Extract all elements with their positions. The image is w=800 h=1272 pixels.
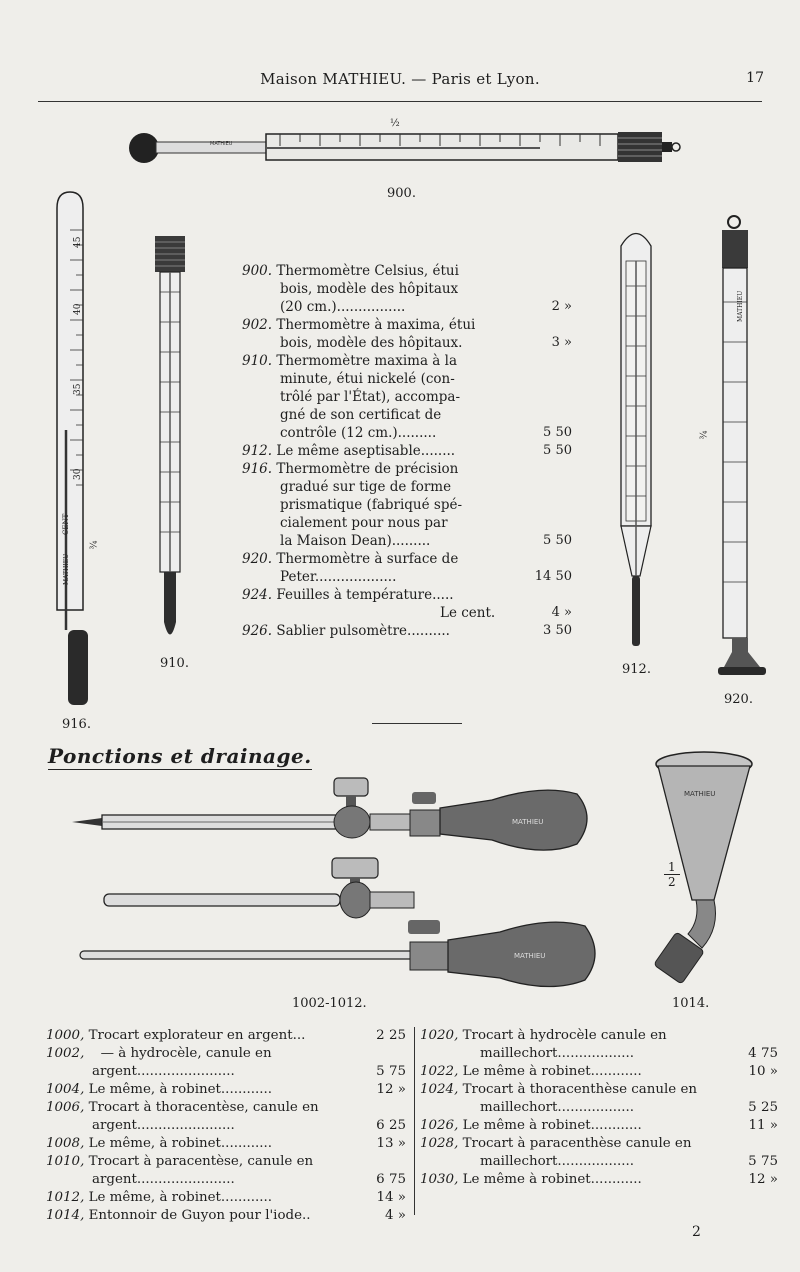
caption-916: 916. — [62, 717, 91, 732]
list-item: 1002, — à hydrocèle, canule en — [46, 1046, 272, 1061]
list-item: maillechort.................. 5 25 — [480, 1100, 778, 1115]
list-item: 1012, Le même, à robinet............ 14 » — [46, 1190, 406, 1205]
caption-900: 900. — [387, 186, 416, 201]
thermometer-catalog — [242, 262, 572, 642]
list-item: 1026, Le même à robinet............ 11 » — [420, 1118, 778, 1133]
list-item: 1008, Le même, à robinet............ 13 » — [46, 1136, 406, 1151]
caption-910: 910. — [160, 656, 189, 671]
thermo-916-label-40: 40 — [73, 303, 83, 315]
item-916-price: 5 50 — [543, 533, 572, 548]
header-rule — [38, 101, 762, 102]
section-title: Ponctions et drainage. — [48, 744, 312, 768]
fraction-3-4-b: ¾ — [699, 430, 710, 440]
trocar-brand-1: MATHIEU — [512, 818, 544, 826]
fraction-1-2 — [664, 860, 680, 889]
item-926-price: 3 50 — [543, 623, 572, 638]
item-920-num: 920. — [242, 551, 273, 567]
funnel-brand: MATHIEU — [684, 790, 716, 798]
item-924-price: 4 » — [551, 605, 572, 620]
item-910-line1: Thermomètre maxima à la — [276, 353, 458, 369]
item-916-line1: Thermomètre de précision — [276, 461, 459, 477]
left-price-list — [46, 1027, 406, 1225]
section-divider — [372, 723, 462, 724]
thermometer-910-illustration — [150, 232, 190, 652]
list-item: argent....................... 5 75 — [92, 1064, 406, 1079]
item-910-line3: trôlé par l'État), accompa- — [280, 389, 461, 405]
item-900-price: 2 » — [551, 299, 572, 314]
thermo-916-brand: MATHIEU — [63, 553, 70, 585]
item-924-num: 924. — [242, 587, 273, 603]
item-920-line1: Thermomètre à surface de — [276, 551, 459, 567]
item-924-line2: Le cent. — [440, 605, 496, 621]
item-902-num: 902. — [242, 317, 273, 333]
item-900-line2: bois, modèle des hôpitaux — [280, 281, 459, 297]
list-item: 1014, Entonnoir de Guyon pour l'iode.. 4 » — [46, 1208, 406, 1223]
caption-1014: 1014. — [672, 996, 710, 1011]
signature-mark: 2 — [692, 1224, 701, 1240]
list-item: 1022, Le même à robinet............ 10 » — [420, 1064, 778, 1079]
item-910-line4: gné de son certificat de — [280, 407, 442, 423]
item-912-line1: Le même aseptisable........ — [276, 443, 456, 459]
item-900-line3: (20 cm.)................ — [280, 299, 406, 315]
list-item: 1000, Trocart explorateur en argent... 2 25 — [46, 1028, 406, 1043]
list-item: 1010, Trocart à paracentèse, canule en — [46, 1154, 314, 1169]
thermo-916-cent: CENT — [62, 513, 70, 535]
list-item: 1030, Le même à robinet............ 12 » — [420, 1172, 778, 1187]
item-912-price: 5 50 — [543, 443, 572, 458]
thermometer-916-illustration — [52, 190, 102, 710]
item-902-line2: bois, modèle des hôpitaux. — [280, 335, 463, 351]
list-item: 1028, Trocart à paracenthèse canule en — [420, 1136, 692, 1151]
column-separator — [414, 1027, 415, 1215]
item-910-line2: minute, étui nickelé (con- — [280, 371, 455, 387]
thermometer-912-illustration — [616, 226, 656, 651]
page-header — [0, 70, 800, 94]
trocar-stylet-illustration — [80, 916, 595, 996]
caption-912: 912. — [622, 662, 651, 677]
item-912-num: 912. — [242, 443, 273, 459]
caption-1002-1012: 1002-1012. — [292, 996, 367, 1011]
list-item: 1006, Trocart à thoracentèse, canule en — [46, 1100, 319, 1115]
item-916-line4: cialement pour nous par — [280, 515, 448, 531]
trocar-brand-2: MATHIEU — [514, 952, 546, 960]
page-number: 17 — [746, 70, 764, 86]
right-price-list — [420, 1027, 778, 1189]
fraction-half: ½ — [390, 118, 400, 129]
item-910-num: 910. — [242, 353, 273, 369]
item-900-num: 900. — [242, 263, 273, 279]
item-926-line1: Sablier pulsomètre.......... — [276, 623, 450, 639]
fraction-1-2-den: 2 — [668, 875, 676, 889]
trocar-large-illustration — [72, 778, 592, 858]
item-916-num: 916. — [242, 461, 273, 477]
thermo-916-label-35: 35 — [73, 383, 83, 395]
item-902-price: 3 » — [551, 335, 572, 350]
item-920-line2: Peter................... — [280, 569, 397, 585]
thermo-920-brand: MATHIEU — [737, 290, 744, 322]
thermometer-900-illustration — [120, 112, 690, 182]
list-item: 1004, Le même, à robinet............ 12 » — [46, 1082, 406, 1097]
thermo-916-label-30: 30 — [73, 468, 83, 480]
list-item: maillechort.................. 5 75 — [480, 1154, 778, 1169]
list-item: 1024, Trocart à thoracenthèse canule en — [420, 1082, 697, 1097]
item-916-line2: gradué sur tige de forme — [280, 479, 452, 495]
item-916-line3: prismatique (fabriqué spé- — [280, 497, 463, 513]
item-900-line1: Thermomètre Celsius, étui — [276, 263, 459, 279]
list-item: argent....................... 6 25 — [92, 1118, 406, 1133]
thermometer-920-illustration — [714, 212, 770, 682]
list-item: argent....................... 6 75 — [92, 1172, 406, 1187]
item-910-line5: contrôle (12 cm.)......... — [280, 425, 437, 441]
item-926-num: 926. — [242, 623, 273, 639]
fraction-1-2-num: 1 — [664, 860, 680, 875]
item-920-price: 14 50 — [534, 569, 572, 584]
thermo-900-brand: MATHIEU — [210, 141, 233, 147]
list-item: maillechort.................. 4 75 — [480, 1046, 778, 1061]
item-910-price: 5 50 — [543, 425, 572, 440]
caption-920: 920. — [724, 692, 753, 707]
item-902-line1: Thermomètre à maxima, étui — [276, 317, 476, 333]
page-title: Maison MATHIEU. — Paris et Lyon. — [260, 70, 540, 88]
thermo-916-label-45: 45 — [73, 236, 83, 248]
item-924-line1: Feuilles à température..... — [276, 587, 454, 603]
item-916-line5: la Maison Dean)......... — [280, 533, 431, 549]
fraction-3-4-a: ¾ — [89, 540, 100, 550]
list-item: 1020, Trocart à hydrocèle canule en — [420, 1028, 667, 1043]
